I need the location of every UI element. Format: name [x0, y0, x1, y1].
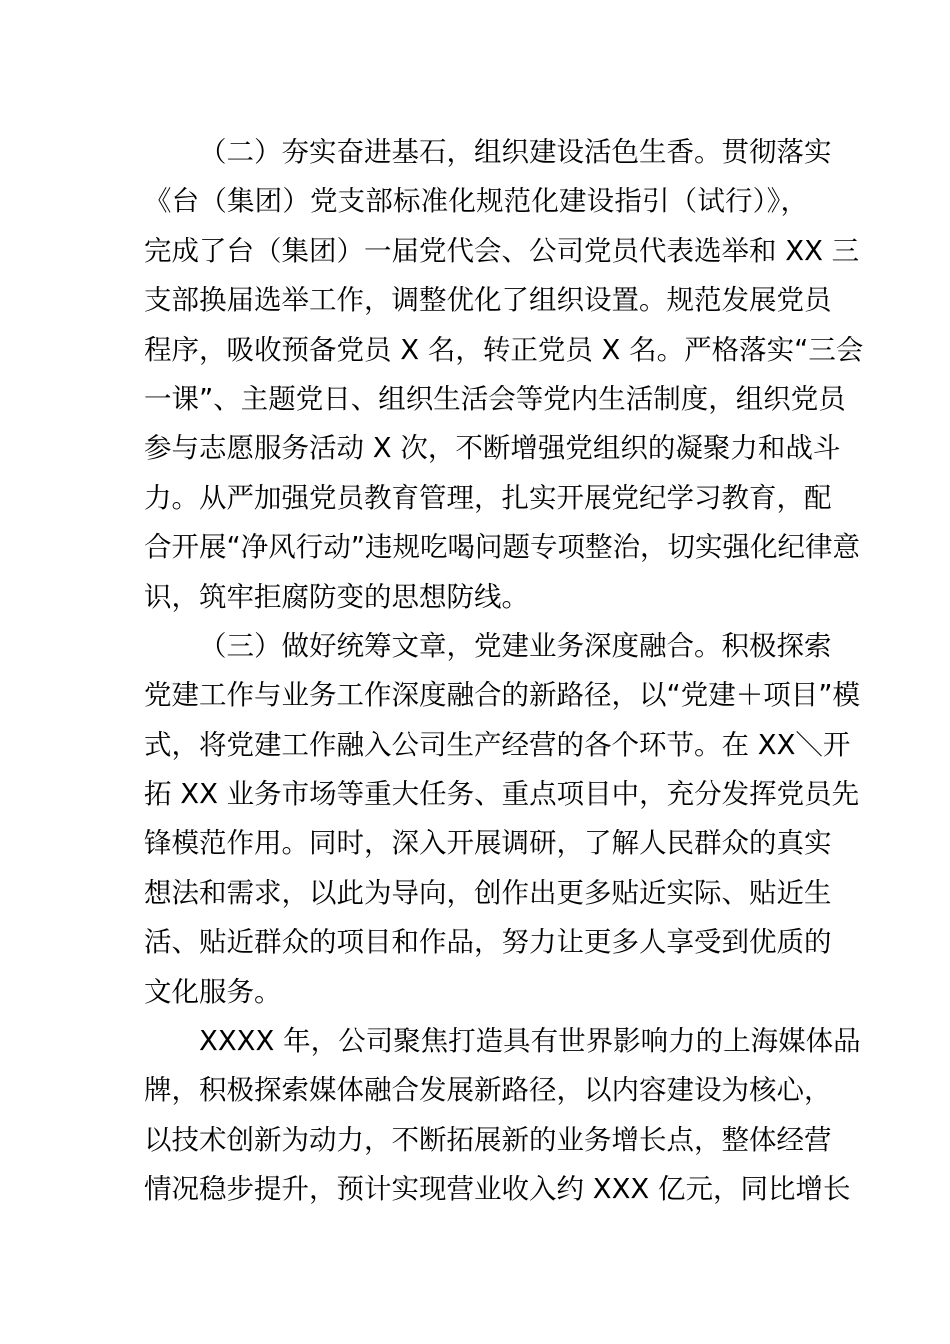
- text-line: 支部换届选举工作，调整优化了组织设置。规范发展党员: [144, 284, 832, 317]
- text-line: 完成了台（集团）一届党代会、公司党员代表选举和 XX 三: [144, 234, 860, 267]
- text-line: 参与志愿服务活动 X 次，不断增强党组织的凝聚力和战斗: [144, 432, 841, 465]
- text-line: 以技术创新为动力，不断拓展新的业务增长点，整体经营: [144, 1123, 832, 1156]
- text-line: 情况稳步提升，预计实现营业收入约 XXX 亿元，同比增长: [144, 1173, 851, 1206]
- text-line: 牌，积极探索媒体融合发展新路径，以内容建设为核心，: [144, 1074, 832, 1107]
- text-line: 式，将党建工作融入公司生产经营的各个环节。在 XX＼开: [144, 728, 851, 761]
- text-line: 党建工作与业务工作深度融合的新路径，以“党建＋项目”模: [144, 679, 860, 712]
- text-line: （三）做好统筹文章，党建业务深度融合。积极探索: [199, 629, 832, 662]
- text-line: 活、贴近群众的项目和作品，努力让更多人享受到优质的: [144, 926, 832, 959]
- text-line: 程序，吸收预备党员 X 名，转正党员 X 名。严格落实“三会: [144, 333, 864, 366]
- text-line: 识，筑牢拒腐防变的思想防线。: [144, 580, 529, 613]
- document-body: [144, 128, 864, 1215]
- text-line: 锋模范作用。同时，深入开展调研，了解人民群众的真实: [144, 827, 832, 860]
- text-line: 合开展“净风行动”违规吃喝问题专项整治，切实强化纪律意: [144, 531, 860, 564]
- text-line: 力。从严加强党员教育管理，扎实开展党纪学习教育，配: [144, 481, 832, 514]
- paragraph-annual-overview: [144, 1017, 861, 1215]
- text-line: 《台（集团）党支部标准化规范化建设指引（试行）》，: [144, 185, 808, 218]
- paragraph-party-organization: [144, 128, 864, 622]
- text-line: XXXX 年，公司聚焦打造具有世界影响力的上海媒体品: [199, 1025, 861, 1058]
- text-line: 文化服务。: [144, 975, 282, 1008]
- text-line: （二）夯实奋进基石，组织建设活色生香。贯彻落实: [199, 136, 832, 168]
- text-line: 一课”、主题党日、组织生活会等党内生活制度，组织党员: [144, 382, 846, 415]
- text-line: 想法和需求，以此为导向，创作出更多贴近实际、贴近生: [144, 876, 832, 909]
- paragraph-business-integration: [144, 622, 860, 1017]
- text-line: 拓 XX 业务市场等重大任务、重点项目中，充分发挥党员先: [144, 778, 860, 811]
